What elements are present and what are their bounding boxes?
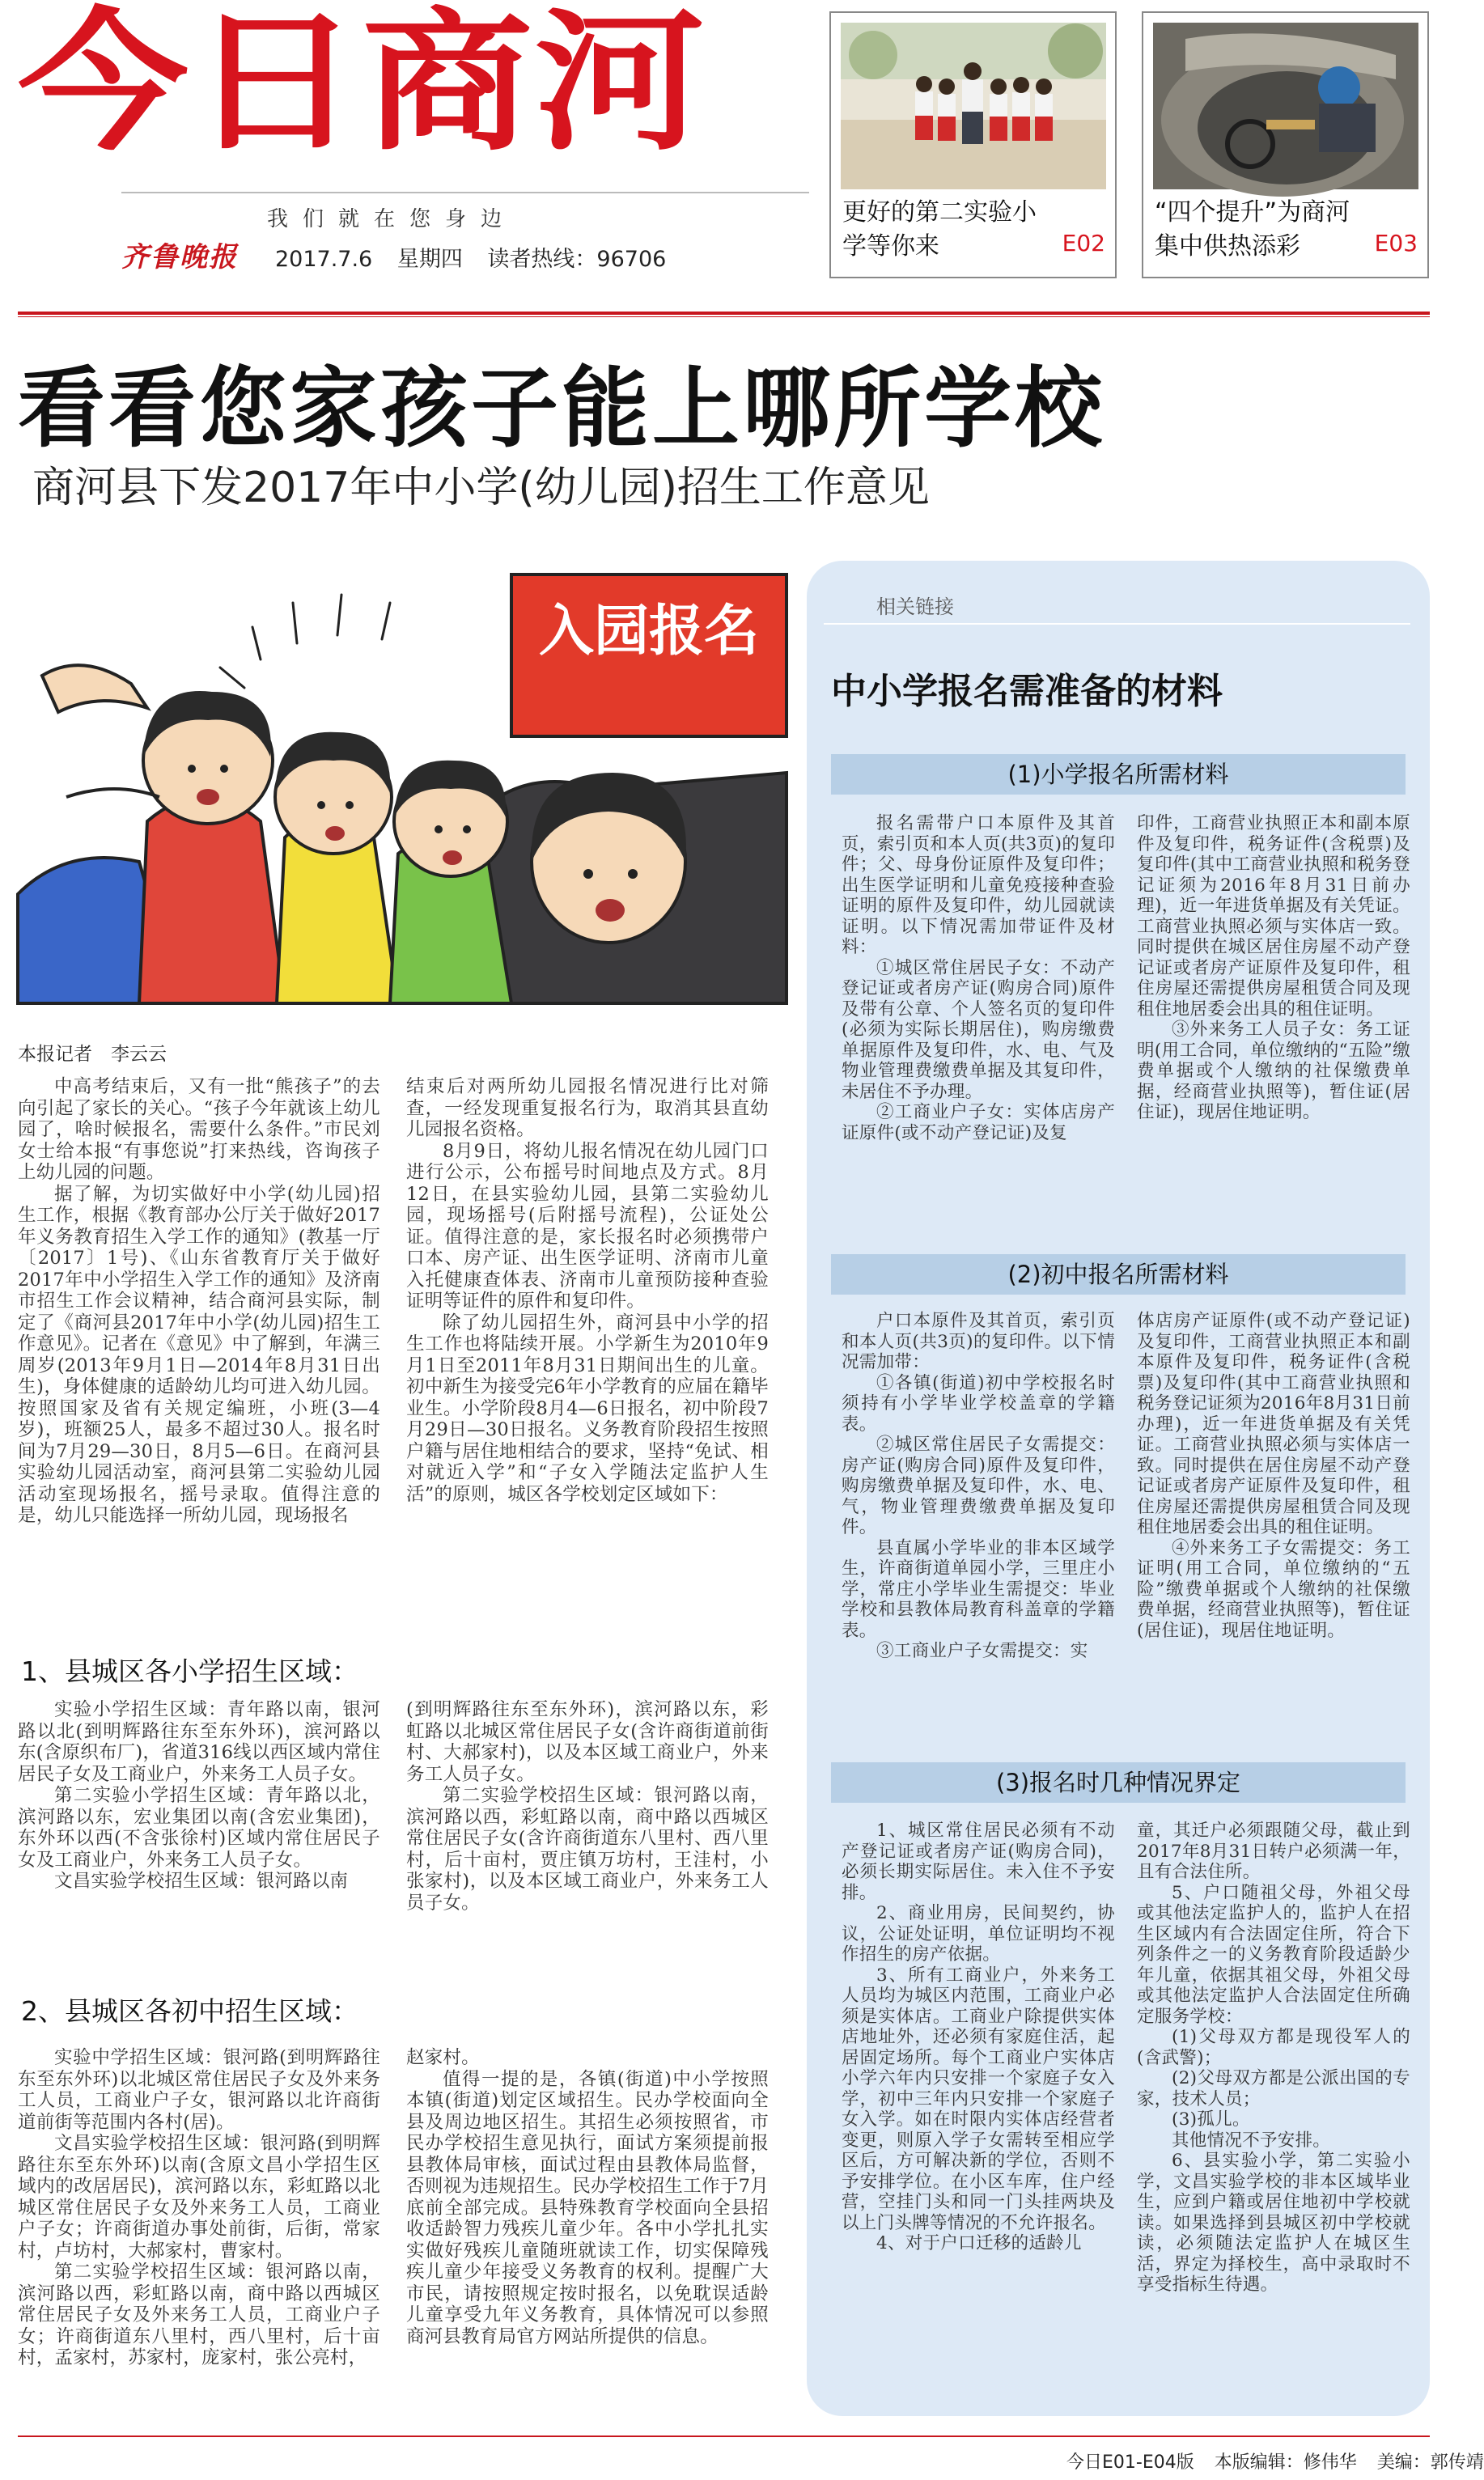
sidebar-tag: 相关链接	[876, 596, 954, 618]
teaser-e02[interactable]	[829, 11, 1117, 278]
sidebar-paragraph: 其他情况不予安排。	[1172, 2130, 1331, 2151]
sidebar-sec2-left	[842, 1311, 1115, 1662]
article-paragraph: 实验中学招生区域：银河路(到明辉路往东至东外环)以北城区常住居民子女及外来务工人员，工商业户子女，银河路以北许商街道前街等范围内各村(居)。	[18, 2047, 380, 2133]
teaser-photo-students	[841, 23, 1106, 189]
middle-zones-left	[18, 2047, 380, 2369]
illustration-sign-text: 入园报名	[538, 600, 760, 663]
article-paragraph: 赵家村。	[406, 2047, 480, 2068]
middle-zones-right	[406, 2047, 769, 2347]
sidebar-paragraph: ②城区常住居民子女需提交：房产证(购房合同)原件及复印件，购房缴费单据及复印件，水、电、气，物业管理费缴费单据及复印件。	[842, 1435, 1115, 1537]
sidebar-paragraph: 5、户口随祖父母，外祖父母或其他法定监护人的，监护人在招生区域内有合法固定住所，符合下列条件之一的义务教育阶段适龄少年儿童，依据其祖父母，外祖父母或其他法定监护人合法固定住所确定服务学校：	[1137, 1882, 1410, 2027]
sidebar-paragraph: 体店房产证原件(或不动产登记证)及复印件，工商营业执照正本和副本原件及复印件，税务证件(含税票)及复印件(其中工商营业执照和税务登记证须为2016年8月31日前办理)，近一年进货单据及有关凭证。工商营业执照必须与实体店一致。同时提供在居住房屋不动产登记证或者房产证原件及复印件，租住房屋还需提供房屋租赁合同及现租住地居委会出具的租住证明。	[1137, 1311, 1410, 1537]
article-paragraph: 8月9日，将幼儿报名情况在幼儿园门口进行公示，公布摇号时间地点及方式。8月12日，在县实验幼儿园，县第二实验幼儿园，现场摇号(后附摇号流程)，公证处公证。值得注意的是，家长报名时必须携带户口本、房产证、出生医学证明、济南市儿童入托健康查体表、济南市儿童预防接种查验证明等证件的原件和复印件。	[406, 1140, 769, 1312]
sidebar-tag-divider	[824, 623, 1410, 625]
masthead-meta	[275, 241, 684, 273]
article-paragraph: 据了解，为切实做好中小学(幼儿园)招生工作，根据《教育部办公厅关于做好2017年义务教育招生入学工作的通知》(教基一厅〔2017〕1号)、《山东省教育厅关于做好2017年中小学招生入学工作的通知》及济南市招生工作会议精神，结合商河县实际，制定了《商河县2017年中小学(幼儿园)招生工作意见》。记者在《意见》中了解到，年满三周岁(2013年9月1日—2014年8月31日出生)，身体健康的适龄幼儿均可进入幼儿园。按照国家及省有关规定编班，小班(3—4岁)，班额25人，最多不超过30人。报名时间为7月29—30日，8月5—6日。在商河县实验幼儿园活动室，商河县第二实验幼儿园活动室现场报名，摇号录取。值得注意的是，幼儿只能选择一所幼儿园，现场报名	[18, 1183, 380, 1526]
sidebar-paragraph: ③外来务工人员子女：务工证明(用工合同，单位缴纳的“五险”缴费单据或个人缴纳的社保缴费单据，经商营业执照等)，暂住证(居住证)，现居住地证明。	[1137, 1020, 1410, 1122]
issue-weekday: 星期四	[396, 247, 463, 272]
article-paragraph: 文昌实验学校招生区域：银河路以南	[54, 1871, 349, 1892]
article-paragraph: 第二实验学校招生区域：银河路以南，滨河路以西，彩虹路以南，商中路以西城区常住居民子女(含许商街道东八里村、西八里村，后十亩村，贾庄镇万坊村，王洼村，小张家村)，以及本区域工商业户，外来务工人员子女。	[406, 1785, 769, 1914]
sidebar-paragraph: ①城区常住居民子女：不动产登记证或者房产证(购房合同)原件及带有公章、个人签名页的复印件(必须为实际长期居住)，购房缴费单据原件及复印件，水、电、气及物业管理费缴费单据及其复印件，未居住不予办理。	[842, 957, 1115, 1102]
sidebar-paragraph: 印件，工商营业执照正本和副本原件及复印件，税务证件(含税票)及复印件(其中工商营业执照和税务登记证须为2016年8月31日前办理)，近一年进货单据及有关凭证。工商营业执照必须与实体店一致。同时提供在城区居住房屋不动产登记证或者房产证原件及复印件，租住房屋还需提供房屋租赁合同及现租住地居委会出具的租住证明。	[1137, 813, 1410, 1020]
sidebar-sec1-right	[1137, 813, 1410, 1123]
sidebar-paragraph: 县直属小学毕业的非本区域学生，许商街道单园小学，三里庄小学，常庄小学毕业生需提交：毕业学校和县教体局教育科盖章的学籍表。	[842, 1537, 1115, 1641]
teaser-caption: 更好的第二实验小学等你来	[842, 198, 1037, 261]
sidebar-paragraph: (2)父母双方都是公派出国的专家，技术人员；	[1137, 2068, 1410, 2109]
sidebar-section-header: (2)初中报名所需材料	[831, 1254, 1406, 1295]
footer-rule	[18, 2435, 1430, 2437]
sidebar-paragraph: 1、城区常住居民必须有不动产登记证或者房产证(购房合同)，必须长期实际居住。未入住不予安排。	[842, 1821, 1115, 1903]
sidebar-paragraph: 户口本原件及其首页，索引页和本人页(共3页)的复印件。以下情况需加带：	[842, 1311, 1115, 1372]
sidebar-paragraph: 4、对于户口迁移的适龄儿	[876, 2233, 1082, 2253]
header-rule-thin	[18, 316, 1430, 317]
article-column-1	[18, 1076, 380, 1527]
sidebar-sec3-left	[842, 1821, 1115, 2254]
sidebar-paragraph: ③工商业户子女需提交：实	[876, 1641, 1088, 1661]
teaser-caption: “四个提升”为商河集中供热添彩	[1155, 198, 1350, 261]
article-paragraph: 中高考结束后，又有一批“熊孩子”的去向引起了家长的关心。“孩子今年就该上幼儿园了，啥时候报名，需要什么条件。”市民刘女士给本报“有事您说”打来热线，咨询孩子上幼儿园的问题。	[18, 1076, 380, 1183]
article-paragraph: 第二实验学校招生区域：银河路以南，滨河路以西，彩虹路以南，商中路以西城区常住居民子女及外来务工人员，工商业户子女；许商街道东八里村，西八里村，后十亩村，孟家村，苏家村，庞家村，张公亮村，	[18, 2262, 380, 2368]
sidebar-sec3-right	[1137, 1821, 1410, 2296]
sidebar-paragraph: 2、商业用房，民间契约，协议，公证处证明，单位证明均不视作招生的房产依据。	[842, 1903, 1115, 1965]
teaser-photo-worker	[1153, 23, 1418, 189]
reader-hotline: 读者热线：96706	[487, 247, 667, 272]
sidebar-paragraph: 报名需带户口本原件及其首页，索引页和本人页(共3页)的复印件；父、母身份证原件及复印件；出生医学证明和儿童免疫接种查验证明的原件及复印件，幼儿园就读证明。以下情况需加带证件及材料：	[842, 813, 1115, 957]
masthead-brand-logo: 齐鲁晚报	[121, 241, 238, 273]
article-paragraph: 实验小学招生区域：青年路以南，银河路以北(到明辉路往东至东外环)，滨河路以东(含原织布厂)，省道316线以西区域内常住居民子女及工商业户，外来务工人员子女。	[18, 1699, 380, 1785]
article-column-2	[406, 1076, 769, 1505]
sidebar-paragraph: (1)父母双方都是现役军人的(含武警)；	[1137, 2027, 1410, 2068]
page-footer	[1052, 2448, 1484, 2474]
article-illustration	[18, 554, 787, 1003]
sidebar-paragraph: 6、县实验小学，第二实验小学，文昌实验学校的非本区域毕业生，应到户籍或居住地初中学校就读。如果选择到县城区初中学校就读，必须随法定监护人在城区生活，界定为择校生，高中录取时不享受指标生待遇。	[1137, 2151, 1410, 2295]
article-paragraph: (到明辉路往东至东外环)，滨河路以东，彩虹路以北城区常住居民子女(含许商街道前街村、大郝家村)，以及本区域工商业户，外来务工人员子女。	[406, 1699, 769, 1785]
sidebar-paragraph: ①各镇(街道)初中学校报名时须持有小学毕业学校盖章的学籍表。	[842, 1372, 1115, 1435]
masthead-slogan: 我们就在您身边	[267, 207, 517, 231]
article-subhead: 商河县下发2017年中小学(幼儿园)招生工作意见	[32, 464, 930, 512]
header-rule	[18, 312, 1430, 315]
sidebar-sec1-left	[842, 813, 1115, 1143]
sidebar-paragraph: ④外来务工子女需提交：务工证明(用工合同，单位缴纳的“五险”缴费单据或个人缴纳的社保缴费单据，经商营业执照等)，暂住证(居住证)，现居住地证明。	[1137, 1537, 1410, 1641]
sidebar-title: 中小学报名需准备的材料	[831, 671, 1223, 712]
teaser-page-code: E02	[1062, 230, 1105, 256]
section-title-primary-zones: 1、县城区各小学招生区域：	[21, 1655, 358, 1687]
sidebar-paragraph: 童，其迁户必须跟随父母，截止到2017年8月31日转户必须满一年，且有合法住所。	[1137, 1821, 1410, 1882]
article-byline: 本报记者 李云云	[18, 1044, 167, 1065]
article-paragraph: 结束后对两所幼儿园报名情况进行比对筛查，一经发现重复报名行为，取消其县直幼儿园报名资格。	[406, 1076, 769, 1140]
masthead-divider	[121, 192, 809, 193]
article-paragraph: 值得一提的是，各镇(街道)中小学按照本镇(街道)划定区域招生。民办学校面向全县及周边地区招生。其招生必须按照省，市民办学校招生意见执行，面试方案须提前报县教体局审核，面试过程由县教体局监督，否则视为违规招生。民办学校招生工作于7月底前全部完成。县特殊教育学校面向全县招收适龄智力残疾儿童少年。各中小学扎扎实实做好残疾儿童随班就读工作，切实保障残疾儿童少年接受义务教育的权利。提醒广大市民，请按照规定按时报名，以免耽误适龄儿童享受九年义务教育，具体情况可以参照商河县教育局官方网站所提供的信息。	[406, 2068, 769, 2347]
sidebar-section-header: (1)小学报名所需材料	[831, 754, 1406, 795]
primary-zones-right	[406, 1699, 769, 1914]
primary-zones-left	[18, 1699, 380, 1893]
sidebar-paragraph: 3、所有工商业户，外来务工人员均为城区内范围，工商业户必须是实体店。工商业户除提供实体店地址外，还必须有家庭住活，起居固定场所。每个工商业户实体店小学六年内只安排一个家庭子女入学，初中三年内只安排一个家庭子女入学。如在时限内实体店经营者变更，则原入学子女需转至相应学区后，方可解决新的学位，否则不予安排学位。在小区车库，住户经营，空挂门头和同一门头挂两块及以上门头牌等情况的不允许报名。	[842, 1965, 1115, 2233]
sidebar-sec2-right	[1137, 1311, 1410, 1641]
sidebar-section-header: (3)报名时几种情况界定	[831, 1762, 1406, 1803]
article-paragraph: 文昌实验学校招生区域：银河路(到明辉路往东至东外环)以南(含原文昌小学招生区域内的改居居民)，滨河路以东，彩虹路以北城区常住居民子女及外来务工人员，工商业户子女；许商街道办事处前街，后街，常家村，卢坊村，大郝家村，曹家村。	[18, 2133, 380, 2262]
article-headline: 看看您家孩子能上哪所学校	[18, 358, 1106, 460]
teaser-e03[interactable]	[1142, 11, 1429, 278]
teaser-page-code: E03	[1374, 230, 1418, 256]
article-paragraph: 除了幼儿园招生外，商河县中小学的招生工作也将陆续开展。小学新生为2010年9月1日至2011年8月31日期间出生的儿童。初中新生为接受完6年小学教育的应届在籍毕业生。小学阶段8月4—6日报名，初中阶段7月29日—30日报名。义务教育阶段招生按照户籍与居住地相结合的要求，坚持“免试、相对就近入学”和“子女入学随法定监护人生活”的原则，城区各学校划定区域如下：	[406, 1312, 769, 1505]
masthead	[18, 0, 819, 185]
sidebar-paragraph: (3)孤儿。	[1172, 2109, 1250, 2130]
article-paragraph: 第二实验小学招生区域：青年路以北，滨河路以东，宏业集团以南(含宏业集团)，东外环以西(不含张徐村)区域内常住居民子女及工商业户，外来务工人员子女。	[18, 1785, 380, 1871]
issue-date: 2017.7.6	[275, 247, 373, 272]
footer-pages: 今日E01-E04版	[1066, 2452, 1194, 2473]
footer-designer: 美编：郭传靖	[1376, 2452, 1484, 2473]
masthead-title: 今日商河	[18, 0, 707, 172]
section-title-middle-zones: 2、县城区各初中招生区域：	[21, 1995, 358, 2027]
sidebar-paragraph: ②工商业户子女：实体店房产证原件(或不动产登记证)及复	[842, 1102, 1115, 1143]
footer-editor: 本版编辑：修伟华	[1214, 2452, 1357, 2473]
